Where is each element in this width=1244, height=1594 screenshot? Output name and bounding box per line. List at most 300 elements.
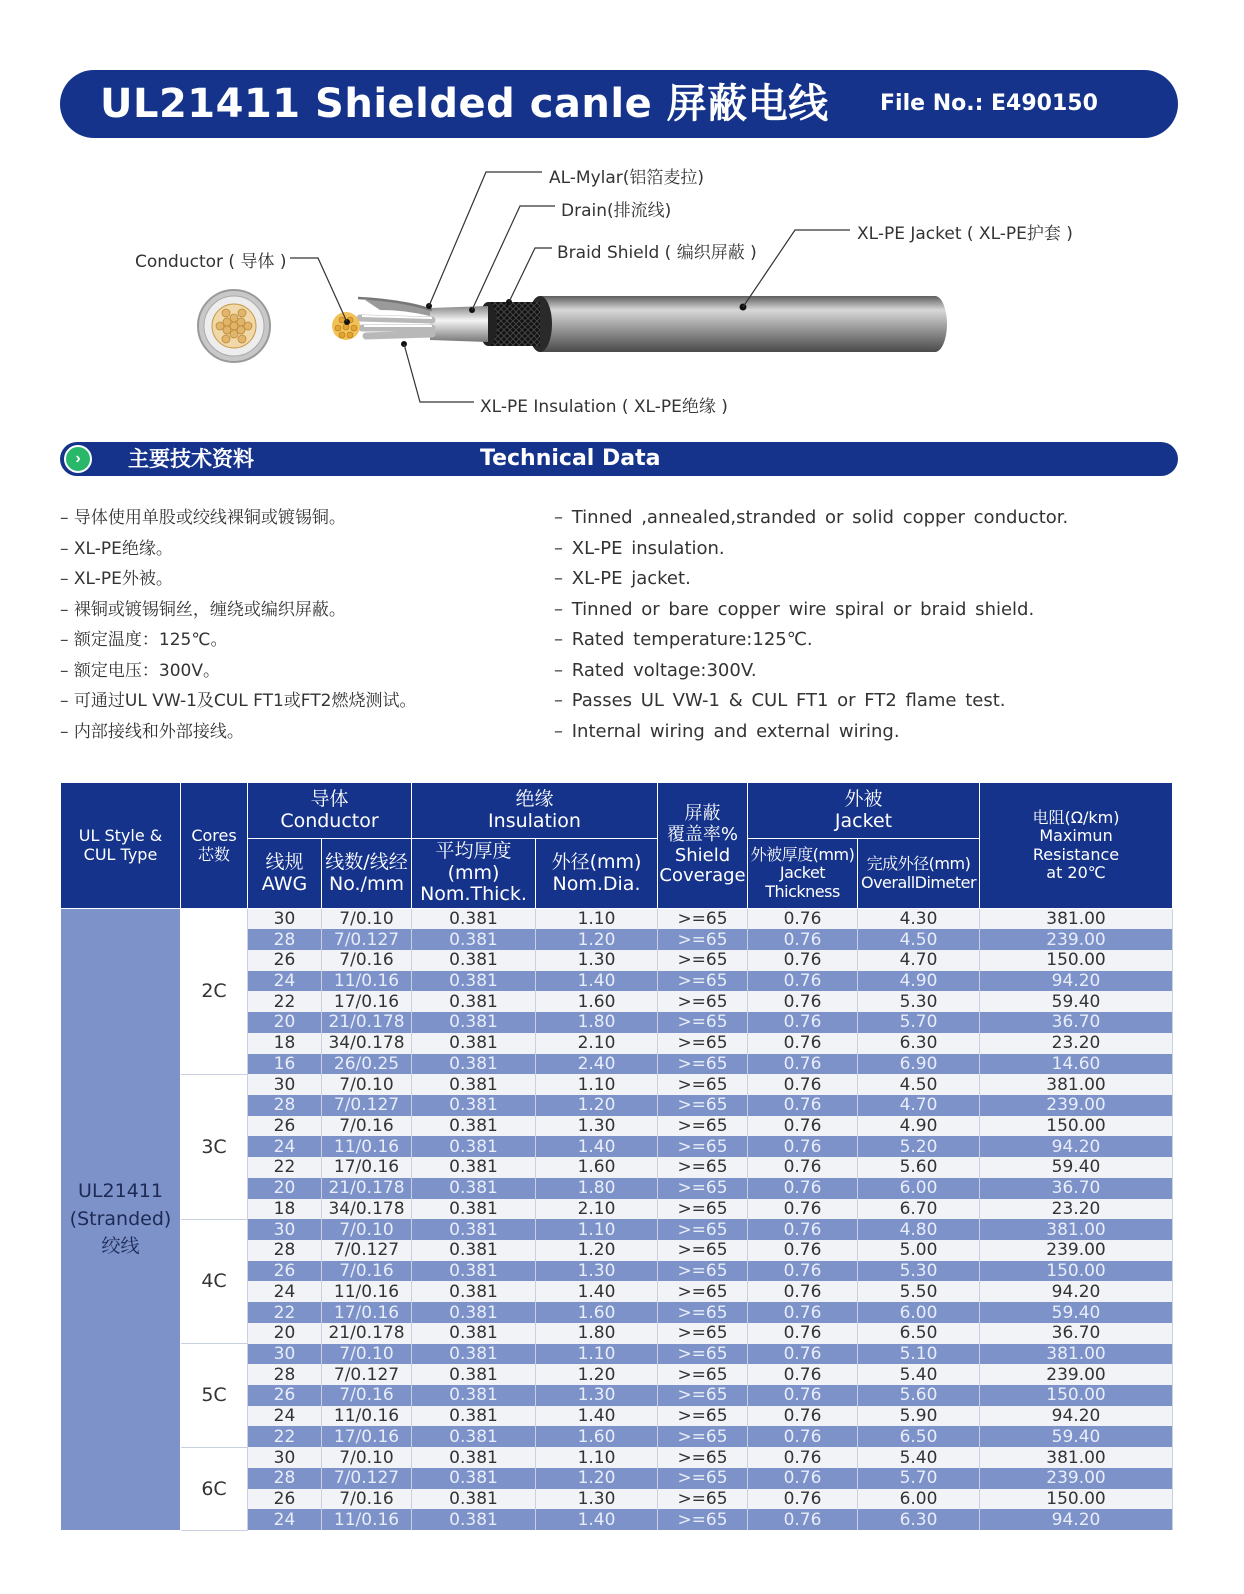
table-cell: 18 bbox=[248, 1033, 322, 1054]
table-cell: 4.50 bbox=[858, 929, 980, 950]
table-cell: 0.76 bbox=[748, 909, 858, 930]
table-cell: 381.00 bbox=[980, 1447, 1173, 1468]
header-bar bbox=[60, 70, 1178, 138]
table-cell: >=65 bbox=[658, 1033, 748, 1054]
table-cell: 1.80 bbox=[536, 1323, 658, 1344]
header-resistance: 电阻(Ω/km) Maximun Resistance at 20℃ bbox=[980, 783, 1173, 909]
table-cell: 0.76 bbox=[748, 1095, 858, 1116]
table-cell: >=65 bbox=[658, 1178, 748, 1199]
table-row bbox=[61, 1074, 1173, 1095]
table-cell: 30 bbox=[248, 1074, 322, 1095]
cores-cell: 5C bbox=[181, 1344, 248, 1448]
table-cell: 1.20 bbox=[536, 1095, 658, 1116]
table-cell: 0.76 bbox=[748, 1074, 858, 1095]
table-cell: 16 bbox=[248, 1054, 322, 1075]
table-cell: >=65 bbox=[658, 1426, 748, 1447]
table-cell: >=65 bbox=[658, 1240, 748, 1261]
table-cell: >=65 bbox=[658, 1364, 748, 1385]
table-cell: 26 bbox=[248, 1385, 322, 1406]
table-cell: 94.20 bbox=[980, 971, 1173, 992]
table-cell: 1.60 bbox=[536, 991, 658, 1012]
conductor-label: Conductor ( 导体 ) bbox=[135, 252, 287, 272]
table-cell: 0.381 bbox=[412, 1426, 536, 1447]
table-cell: 28 bbox=[248, 1364, 322, 1385]
table-cell: 26 bbox=[248, 1261, 322, 1282]
table-cell: 7/0.10 bbox=[322, 1074, 412, 1095]
table-cell: >=65 bbox=[658, 1468, 748, 1489]
table-cell: >=65 bbox=[658, 1385, 748, 1406]
table-cell: 5.60 bbox=[858, 1385, 980, 1406]
technical-data-table bbox=[60, 782, 1172, 1531]
table-cell: 0.381 bbox=[412, 1012, 536, 1033]
insulation-label: XL-PE Insulation ( XL-PE绝缘 ) bbox=[480, 397, 728, 417]
foil-icon bbox=[430, 306, 488, 342]
table-cell: 0.381 bbox=[412, 1136, 536, 1157]
table-cell: 11/0.16 bbox=[322, 1136, 412, 1157]
table-cell: 11/0.16 bbox=[322, 1406, 412, 1427]
list-item: – 额定温度：125℃。 bbox=[60, 625, 416, 656]
header-jacket: 外被 Jacket bbox=[748, 783, 980, 839]
table-cell: 239.00 bbox=[980, 1364, 1173, 1385]
table-cell: 0.381 bbox=[412, 1281, 536, 1302]
table-cell: 5.70 bbox=[858, 1468, 980, 1489]
table-cell: 1.10 bbox=[536, 1344, 658, 1365]
table-cell: 0.76 bbox=[748, 1489, 858, 1510]
table-cell: 94.20 bbox=[980, 1281, 1173, 1302]
list-item: – Rated voltage:300V. bbox=[554, 656, 1068, 687]
list-item: – 内部接线和外部接线。 bbox=[60, 717, 416, 748]
table-cell: 26 bbox=[248, 950, 322, 971]
table-cell: 59.40 bbox=[980, 1157, 1173, 1178]
table-cell: 0.76 bbox=[748, 950, 858, 971]
table-cell: >=65 bbox=[658, 1302, 748, 1323]
list-item: – Tinned ,annealed,stranded or solid copper conductor. bbox=[554, 503, 1068, 534]
table-cell: 0.381 bbox=[412, 1489, 536, 1510]
table-cell: 2.10 bbox=[536, 1199, 658, 1220]
list-item: – XL-PE绝缘。 bbox=[60, 534, 416, 565]
table-cell: 0.381 bbox=[412, 991, 536, 1012]
table-cell: 21/0.178 bbox=[322, 1323, 412, 1344]
table-cell: 5.70 bbox=[858, 1012, 980, 1033]
section-bar bbox=[60, 442, 1178, 476]
table-cell: 30 bbox=[248, 1344, 322, 1365]
table-cell: 6.70 bbox=[858, 1199, 980, 1220]
table-cell: 28 bbox=[248, 1468, 322, 1489]
table-cell: 6.50 bbox=[858, 1426, 980, 1447]
table-cell: 5.60 bbox=[858, 1157, 980, 1178]
table-cell: 0.381 bbox=[412, 1447, 536, 1468]
cores-cell: 2C bbox=[181, 909, 248, 1075]
table-cell: 0.76 bbox=[748, 1447, 858, 1468]
table-cell: 6.50 bbox=[858, 1323, 980, 1344]
table-cell: 5.30 bbox=[858, 1261, 980, 1282]
table-cell: 0.381 bbox=[412, 1261, 536, 1282]
table-cell: 150.00 bbox=[980, 1385, 1173, 1406]
file-number: File No.: E490150 bbox=[880, 91, 1098, 116]
table-cell: 381.00 bbox=[980, 909, 1173, 930]
table-cell: 4.70 bbox=[858, 950, 980, 971]
table-cell: 0.76 bbox=[748, 1178, 858, 1199]
header-awg: 线规 AWG bbox=[248, 839, 322, 909]
table-cell: 0.76 bbox=[748, 1054, 858, 1075]
table-cell: 4.70 bbox=[858, 1095, 980, 1116]
table-cell: 26/0.25 bbox=[322, 1054, 412, 1075]
table-cell: 0.76 bbox=[748, 1281, 858, 1302]
table-cell: 1.20 bbox=[536, 929, 658, 950]
table-cell: 7/0.10 bbox=[322, 909, 412, 930]
table-cell: >=65 bbox=[658, 1281, 748, 1302]
table-cell: 1.60 bbox=[536, 1302, 658, 1323]
table-row bbox=[61, 1219, 1173, 1240]
table-cell: 30 bbox=[248, 1447, 322, 1468]
table-cell: 5.40 bbox=[858, 1447, 980, 1468]
table-cell: 0.381 bbox=[412, 1468, 536, 1489]
cores-cell: 4C bbox=[181, 1219, 248, 1343]
table-cell: 23.20 bbox=[980, 1199, 1173, 1220]
table-cell: 34/0.178 bbox=[322, 1033, 412, 1054]
table-cell: 21/0.178 bbox=[322, 1012, 412, 1033]
table-cell: 150.00 bbox=[980, 950, 1173, 971]
table-cell: 5.50 bbox=[858, 1281, 980, 1302]
table-cell: >=65 bbox=[658, 929, 748, 950]
table-cell: 239.00 bbox=[980, 929, 1173, 950]
list-item: – 导体使用单股或绞线裸铜或镀锡铜。 bbox=[60, 503, 416, 534]
jacket-label: XL-PE Jacket ( XL-PE护套 ) bbox=[857, 224, 1073, 244]
table-cell: 0.76 bbox=[748, 1116, 858, 1137]
table-cell: 7/0.16 bbox=[322, 1489, 412, 1510]
table-cell: 7/0.127 bbox=[322, 1095, 412, 1116]
table-cell: 17/0.16 bbox=[322, 1157, 412, 1178]
table-cell: 17/0.16 bbox=[322, 991, 412, 1012]
table-cell: 1.60 bbox=[536, 1426, 658, 1447]
table-cell: 7/0.127 bbox=[322, 929, 412, 950]
table-cell: 1.10 bbox=[536, 1447, 658, 1468]
table-cell: 5.00 bbox=[858, 1240, 980, 1261]
table-cell: 7/0.16 bbox=[322, 1261, 412, 1282]
table-cell: 22 bbox=[248, 1157, 322, 1178]
section-title-cn: 主要技术资料 bbox=[128, 447, 254, 471]
table-cell: 1.30 bbox=[536, 1116, 658, 1137]
header-overall-dia: 完成外径(mm) OverallDimeter bbox=[858, 839, 980, 909]
table-cell: 24 bbox=[248, 1509, 322, 1530]
table-cell: 0.381 bbox=[412, 1323, 536, 1344]
table-cell: 6.30 bbox=[858, 1509, 980, 1530]
table-cell: 0.76 bbox=[748, 1157, 858, 1178]
table-cell: 24 bbox=[248, 971, 322, 992]
table-cell: 22 bbox=[248, 991, 322, 1012]
table-cell: 17/0.16 bbox=[322, 1426, 412, 1447]
table-cell: 1.30 bbox=[536, 1385, 658, 1406]
list-item: – XL-PE外被。 bbox=[60, 564, 416, 595]
table-cell: >=65 bbox=[658, 1509, 748, 1530]
table-cell: 0.381 bbox=[412, 1344, 536, 1365]
table-row bbox=[61, 1344, 1173, 1365]
table-cell: 1.20 bbox=[536, 1468, 658, 1489]
list-item: – 额定电压：300V。 bbox=[60, 656, 416, 687]
table-cell: >=65 bbox=[658, 1447, 748, 1468]
table-cell: 0.381 bbox=[412, 1054, 536, 1075]
header-strand: 线数/线经 No./mm bbox=[322, 839, 412, 909]
table-cell: 0.76 bbox=[748, 1033, 858, 1054]
table-cell: 22 bbox=[248, 1302, 322, 1323]
table-cell: 0.76 bbox=[748, 1240, 858, 1261]
page-title: UL21411 Shielded canle 屏蔽电线 bbox=[100, 81, 829, 127]
table-cell: >=65 bbox=[658, 1136, 748, 1157]
table-cell: 36.70 bbox=[980, 1178, 1173, 1199]
table-cell: 26 bbox=[248, 1489, 322, 1510]
table-cell: 0.381 bbox=[412, 1095, 536, 1116]
table-cell: 94.20 bbox=[980, 1136, 1173, 1157]
table-cell: 23.20 bbox=[980, 1033, 1173, 1054]
table-cell: 30 bbox=[248, 909, 322, 930]
table-cell: >=65 bbox=[658, 1116, 748, 1137]
table-cell: 20 bbox=[248, 1178, 322, 1199]
table-cell: 1.40 bbox=[536, 1406, 658, 1427]
table-cell: 14.60 bbox=[980, 1054, 1173, 1075]
table-cell: 0.76 bbox=[748, 1323, 858, 1344]
table-cell: 22 bbox=[248, 1426, 322, 1447]
table-cell: >=65 bbox=[658, 1406, 748, 1427]
table-cell: 381.00 bbox=[980, 1219, 1173, 1240]
table-cell: >=65 bbox=[658, 1323, 748, 1344]
table-cell: 381.00 bbox=[980, 1344, 1173, 1365]
table-cell: 59.40 bbox=[980, 1302, 1173, 1323]
list-item: – Rated temperature:125℃. bbox=[554, 625, 1068, 656]
table-cell: 0.381 bbox=[412, 1199, 536, 1220]
list-item: – XL-PE jacket. bbox=[554, 564, 1068, 595]
table-cell: 94.20 bbox=[980, 1406, 1173, 1427]
table-cell: 0.381 bbox=[412, 1302, 536, 1323]
table-cell: >=65 bbox=[658, 991, 748, 1012]
header-shield-coverage: 屏蔽 覆盖率% Shield Coverage bbox=[658, 783, 748, 909]
table-cell: 28 bbox=[248, 929, 322, 950]
table-cell: 0.76 bbox=[748, 971, 858, 992]
table-cell: 34/0.178 bbox=[322, 1199, 412, 1220]
table-cell: 1.10 bbox=[536, 1074, 658, 1095]
list-item: – 裸铜或镀锡铜丝，缠绕或编织屏蔽。 bbox=[60, 595, 416, 626]
table-cell: 1.80 bbox=[536, 1178, 658, 1199]
table-cell: 28 bbox=[248, 1240, 322, 1261]
cores-cell: 3C bbox=[181, 1074, 248, 1219]
list-item: – Tinned or bare copper wire spiral or braid shield. bbox=[554, 595, 1068, 626]
table-cell: 0.381 bbox=[412, 1178, 536, 1199]
table-cell: 0.76 bbox=[748, 1509, 858, 1530]
table-cell: 94.20 bbox=[980, 1509, 1173, 1530]
table-cell: >=65 bbox=[658, 1012, 748, 1033]
header-insulation: 绝缘 Insulation bbox=[412, 783, 658, 839]
table-cell: 28 bbox=[248, 1095, 322, 1116]
table-cell: 150.00 bbox=[980, 1116, 1173, 1137]
table-cell: 0.76 bbox=[748, 1344, 858, 1365]
table-cell: 381.00 bbox=[980, 1074, 1173, 1095]
al-mylar-label: AL-Mylar(铝箔麦拉) bbox=[549, 168, 705, 188]
table-cell: 4.80 bbox=[858, 1219, 980, 1240]
table-cell: >=65 bbox=[658, 1095, 748, 1116]
table-cell: 0.381 bbox=[412, 1385, 536, 1406]
table-cell: 6.00 bbox=[858, 1302, 980, 1323]
table-cell: 0.381 bbox=[412, 950, 536, 971]
table-cell: 2.40 bbox=[536, 1054, 658, 1075]
table-cell: 59.40 bbox=[980, 991, 1173, 1012]
list-item: – Passes UL VW-1 & CUL FT1 or FT2 flame test. bbox=[554, 686, 1068, 717]
table-cell: 0.76 bbox=[748, 1136, 858, 1157]
table-cell: 0.381 bbox=[412, 1364, 536, 1385]
table-cell: 2.10 bbox=[536, 1033, 658, 1054]
table-cell: 7/0.16 bbox=[322, 1385, 412, 1406]
table-cell: 0.381 bbox=[412, 1033, 536, 1054]
table-cell: 7/0.16 bbox=[322, 950, 412, 971]
table-cell: 1.40 bbox=[536, 1281, 658, 1302]
table-cell: 1.80 bbox=[536, 1012, 658, 1033]
cable-diagram bbox=[0, 150, 1244, 430]
table-cell: 0.76 bbox=[748, 1219, 858, 1240]
table-cell: 6.30 bbox=[858, 1033, 980, 1054]
table-cell: 1.30 bbox=[536, 950, 658, 971]
table-cell: 36.70 bbox=[980, 1323, 1173, 1344]
table-body bbox=[61, 909, 1173, 1531]
table-cell: 1.40 bbox=[536, 1136, 658, 1157]
table-cell: 0.76 bbox=[748, 1364, 858, 1385]
table-cell: >=65 bbox=[658, 1261, 748, 1282]
table-cell: 0.76 bbox=[748, 991, 858, 1012]
table-cell: 59.40 bbox=[980, 1426, 1173, 1447]
spec-list-cn bbox=[60, 503, 416, 747]
table-cell: 0.76 bbox=[748, 1468, 858, 1489]
section-title-en: Technical Data bbox=[480, 446, 661, 471]
cores-cell: 6C bbox=[181, 1447, 248, 1530]
header-conductor: 导体 Conductor bbox=[248, 783, 412, 839]
table-row bbox=[61, 909, 1173, 930]
list-item: – XL-PE insulation. bbox=[554, 534, 1068, 565]
table-cell: 4.50 bbox=[858, 1074, 980, 1095]
table-cell: 11/0.16 bbox=[322, 1509, 412, 1530]
table-cell: 1.30 bbox=[536, 1489, 658, 1510]
table-cell: 1.20 bbox=[536, 1240, 658, 1261]
table-cell: 0.381 bbox=[412, 971, 536, 992]
spec-list-en bbox=[554, 503, 1068, 747]
table-cell: 1.40 bbox=[536, 971, 658, 992]
table-cell: 11/0.16 bbox=[322, 971, 412, 992]
table-row bbox=[61, 1447, 1173, 1468]
table-cell: 1.40 bbox=[536, 1509, 658, 1530]
table-cell: 0.381 bbox=[412, 1157, 536, 1178]
table-cell: 7/0.16 bbox=[322, 1116, 412, 1137]
table-cell: 0.381 bbox=[412, 1240, 536, 1261]
braid-shield-label: Braid Shield ( 编织屏蔽 ) bbox=[557, 243, 757, 263]
table-cell: 1.20 bbox=[536, 1364, 658, 1385]
table-cell: 0.76 bbox=[748, 929, 858, 950]
table-cell: 7/0.127 bbox=[322, 1468, 412, 1489]
table-cell: 7/0.127 bbox=[322, 1240, 412, 1261]
header-ul-style: UL Style & CUL Type bbox=[61, 783, 181, 909]
header-cores: Cores 芯数 bbox=[181, 783, 248, 909]
table-cell: 24 bbox=[248, 1136, 322, 1157]
table-cell: 18 bbox=[248, 1199, 322, 1220]
table-cell: 24 bbox=[248, 1406, 322, 1427]
table-cell: >=65 bbox=[658, 971, 748, 992]
table-cell: 5.30 bbox=[858, 991, 980, 1012]
table-cell: 0.76 bbox=[748, 1012, 858, 1033]
table-cell: 17/0.16 bbox=[322, 1302, 412, 1323]
table-cell: 26 bbox=[248, 1116, 322, 1137]
table-cell: >=65 bbox=[658, 1054, 748, 1075]
table-cell: 30 bbox=[248, 1219, 322, 1240]
table-cell: 0.381 bbox=[412, 909, 536, 930]
table-cell: 0.76 bbox=[748, 1302, 858, 1323]
table-cell: >=65 bbox=[658, 909, 748, 930]
table-cell: >=65 bbox=[658, 1489, 748, 1510]
table-cell: 21/0.178 bbox=[322, 1178, 412, 1199]
table-cell: 1.10 bbox=[536, 909, 658, 930]
table-cell: 0.381 bbox=[412, 1074, 536, 1095]
table-cell: >=65 bbox=[658, 1219, 748, 1240]
table-cell: 239.00 bbox=[980, 1240, 1173, 1261]
header-ins-dia: 外径(mm) Nom.Dia. bbox=[536, 839, 658, 909]
table-cell: 239.00 bbox=[980, 1095, 1173, 1116]
table-cell: >=65 bbox=[658, 1074, 748, 1095]
table-cell: >=65 bbox=[658, 1344, 748, 1365]
table-cell: 36.70 bbox=[980, 1012, 1173, 1033]
table-cell: 0.381 bbox=[412, 1219, 536, 1240]
table-cell: 6.00 bbox=[858, 1178, 980, 1199]
table-cell: 5.40 bbox=[858, 1364, 980, 1385]
table-cell: 150.00 bbox=[980, 1261, 1173, 1282]
chevron-right-icon: › bbox=[64, 445, 92, 473]
table-cell: 0.381 bbox=[412, 1509, 536, 1530]
table-cell: 20 bbox=[248, 1012, 322, 1033]
table-cell: 5.20 bbox=[858, 1136, 980, 1157]
table-cell: 0.76 bbox=[748, 1426, 858, 1447]
table-cell: 5.10 bbox=[858, 1344, 980, 1365]
table-cell: 1.10 bbox=[536, 1219, 658, 1240]
table-cell: 0.381 bbox=[412, 929, 536, 950]
header-ins-thick: 平均厚度(mm) Nom.Thick. bbox=[412, 839, 536, 909]
conductor-icon bbox=[332, 312, 360, 340]
table-cell: 7/0.127 bbox=[322, 1364, 412, 1385]
table-cell: 0.381 bbox=[412, 1406, 536, 1427]
table-cell: 5.90 bbox=[858, 1406, 980, 1427]
table-cell: 11/0.16 bbox=[322, 1281, 412, 1302]
table-cell: 24 bbox=[248, 1281, 322, 1302]
table-cell: 7/0.10 bbox=[322, 1344, 412, 1365]
table-cell: 0.381 bbox=[412, 1116, 536, 1137]
table-cell: 0.76 bbox=[748, 1385, 858, 1406]
table-cell: 4.90 bbox=[858, 971, 980, 992]
table-cell: 4.90 bbox=[858, 1116, 980, 1137]
table-cell: 150.00 bbox=[980, 1489, 1173, 1510]
table-cell: >=65 bbox=[658, 950, 748, 971]
table-cell: 20 bbox=[248, 1323, 322, 1344]
table-cell: 4.30 bbox=[858, 909, 980, 930]
table-cell: >=65 bbox=[658, 1199, 748, 1220]
table-cell: 1.30 bbox=[536, 1261, 658, 1282]
cross-section-icon bbox=[198, 290, 270, 362]
table-cell: 6.90 bbox=[858, 1054, 980, 1075]
list-item: – Internal wiring and external wiring. bbox=[554, 717, 1068, 748]
table-cell: 0.76 bbox=[748, 1406, 858, 1427]
drain-label: Drain(排流线) bbox=[561, 201, 672, 221]
cable-illustration bbox=[0, 150, 1244, 430]
table-cell: 1.60 bbox=[536, 1157, 658, 1178]
list-item: – 可通过UL VW-1及CUL FT1或FT2燃烧测试。 bbox=[60, 686, 416, 717]
table-cell: 6.00 bbox=[858, 1489, 980, 1510]
table-cell: 0.76 bbox=[748, 1261, 858, 1282]
table-cell: 7/0.10 bbox=[322, 1447, 412, 1468]
table-cell: >=65 bbox=[658, 1157, 748, 1178]
table-cell: 7/0.10 bbox=[322, 1219, 412, 1240]
table-cell: 239.00 bbox=[980, 1468, 1173, 1489]
header-jacket-thick: 外被厚度(mm) Jacket Thickness bbox=[748, 839, 858, 909]
